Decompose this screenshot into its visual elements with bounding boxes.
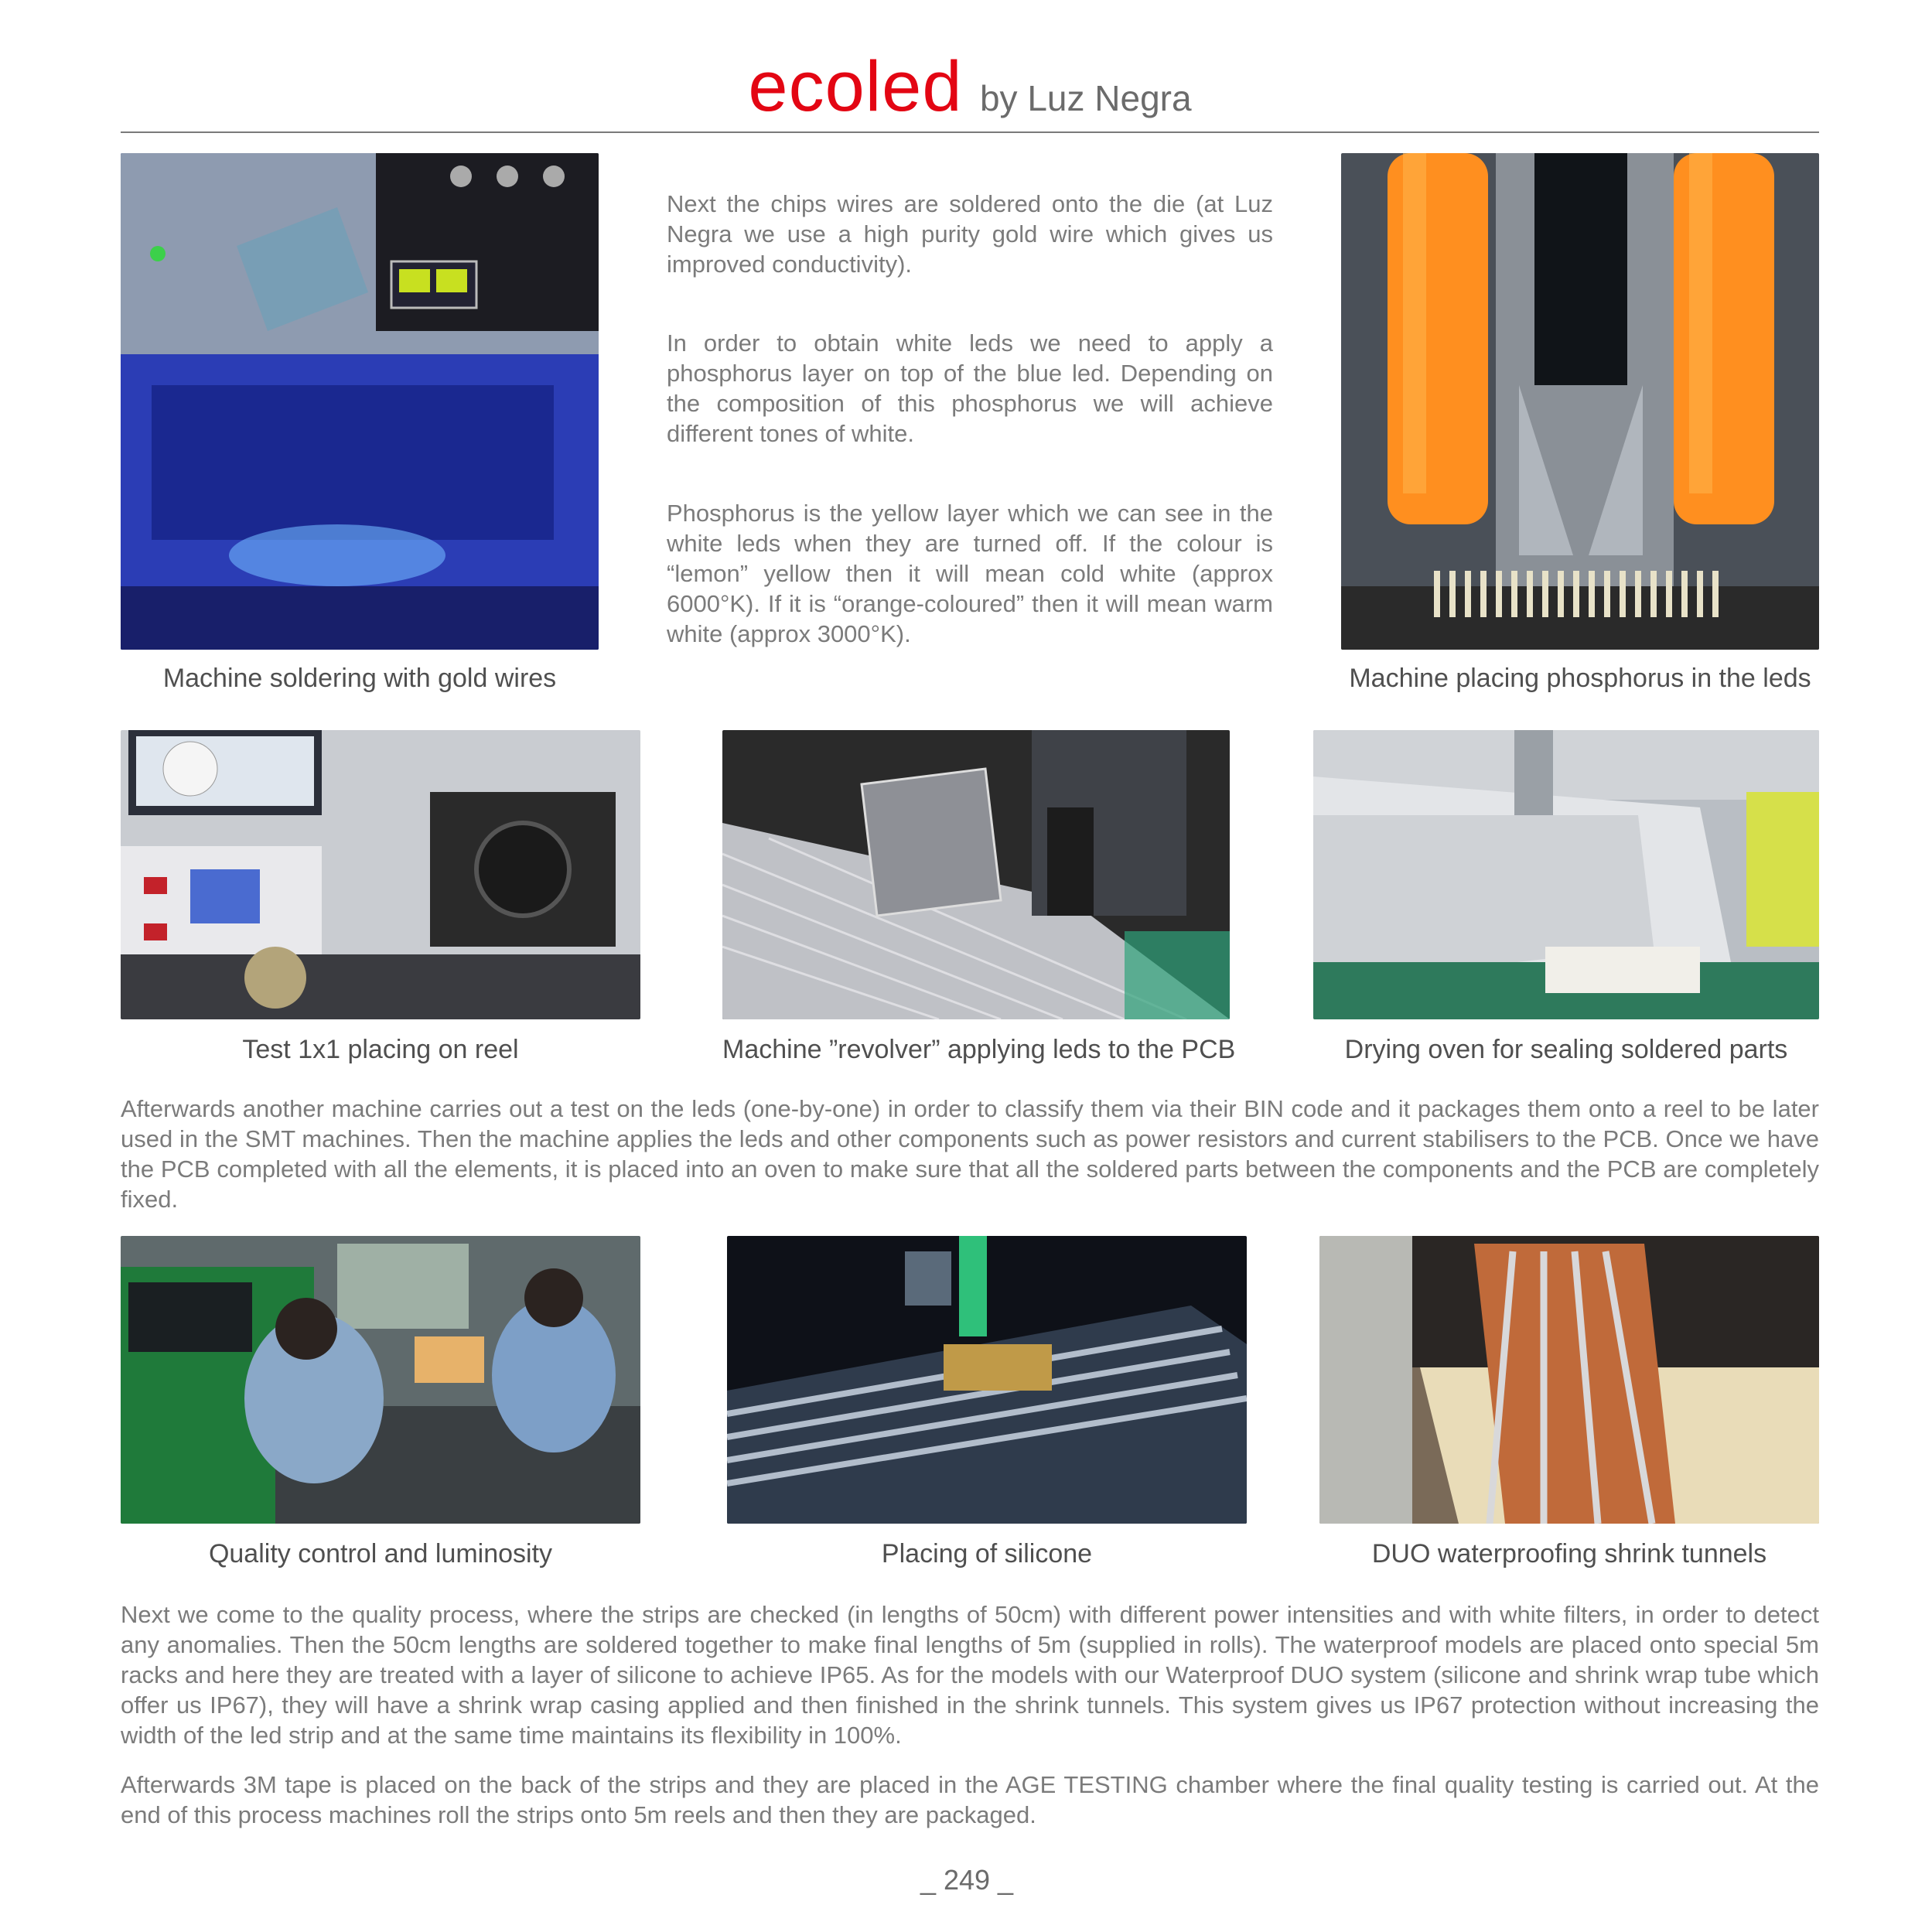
brand-title: ecoled xyxy=(748,47,963,126)
page-header xyxy=(121,46,1819,131)
bottom-paragraph-1: Next we come to the quality process, where the strips are checked (in lengths of 50cm) with different power intensities and with white filters, in order to detect any anomalies. Then the 50cm lengths are soldered together to make final lengths of 5m (supplied in rolls). The waterproof models are placed onto special 5m racks and here they are treated with a layer of silicone to achieve IP65. As for the models with our Waterproof DUO system (silicone and shrink wrap tube which offer us IP67), they will have a shrink wrap casing applied and then finished in the shrink tunnels. This system gives us IP67 protection without increasing the width of the led strip and at the same time maintains its flexibility in 100%. xyxy=(121,1601,1819,1749)
photo-quality xyxy=(121,1236,640,1524)
photo-oven xyxy=(1313,730,1819,1019)
photo-shrink xyxy=(1319,1236,1819,1524)
caption-gold-wires: Machine soldering with gold wires xyxy=(162,664,557,693)
intro-paragraph-2: In order to obtain white leds we need to apply a phosphorus layer on top of the blue led. Depending on the composition of this phosphorus we will achieve different tones of white. xyxy=(667,329,1273,447)
caption-silicone: Placing of silicone xyxy=(881,1539,1093,1568)
caption-test-reel: Test 1x1 placing on reel xyxy=(242,1035,519,1064)
photo-gold-wires xyxy=(121,153,599,650)
photo-test-reel xyxy=(121,730,640,1019)
caption-phosphorus: Machine placing phosphorus in the leds xyxy=(1349,664,1811,693)
intro-paragraph-1: Next the chips wires are soldered onto the die (at Luz Negra we use a high purity gold wire which gives us improved conductivity). xyxy=(667,190,1273,278)
brand-byline: by Luz Negra xyxy=(979,78,1192,118)
header-divider xyxy=(121,131,1819,133)
caption-shrink: DUO waterproofing shrink tunnels xyxy=(1371,1539,1767,1568)
caption-revolver: Machine ”revolver” applying leds to the PCB xyxy=(722,1035,1236,1064)
caption-quality: Quality control and luminosity xyxy=(208,1539,553,1568)
photo-phosphorus xyxy=(1341,153,1819,650)
photo-silicone xyxy=(727,1236,1247,1524)
intro-paragraph-3: Phosphorus is the yellow layer which we can see in the white leds when they are turned off. If the colour is “lemon” yellow then it will mean cold white (approx 6000°K). If it is “orange-coloured” then it will mean warm white (approx 3000°K). xyxy=(667,500,1273,647)
page-number: _ 249 _ xyxy=(920,1864,1014,1896)
caption-oven: Drying oven for sealing soldered parts xyxy=(1344,1035,1788,1064)
middle-paragraph: Afterwards another machine carries out a test on the leds (one-by-one) in order to classify them via their BIN code and it packages them onto a reel to be later used in the SMT machines. Then the machine applies the leds and other components such as power resistors and current stabilisers to the PCB. Once we have the PCB completed with all the elements, it is placed into an oven to make sure that all the soldered parts between the components and the PCB are completely fixed. xyxy=(121,1095,1819,1213)
bottom-paragraph-2: Afterwards 3M tape is placed on the back of the strips and they are placed in the AGE TESTING chamber where the final quality testing is carried out. At the end of this process machines roll the strips onto 5m reels and then they are packaged. xyxy=(121,1771,1819,1828)
photo-revolver xyxy=(722,730,1230,1019)
